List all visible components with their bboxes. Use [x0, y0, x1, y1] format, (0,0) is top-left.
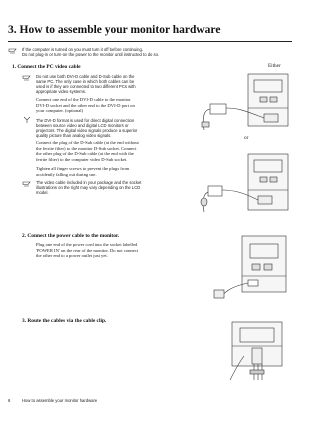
- step1-body-dsub: [36, 140, 186, 162]
- body-line: the ferrite filter) to the monitor D-Sub socket. Connect: [36, 145, 137, 151]
- body-line: DVI-D socket and the other end to the DVI-D port on: [36, 102, 135, 108]
- label-or: or: [244, 135, 249, 141]
- title-rule: [8, 41, 292, 42]
- dvi-cable-illustration: [200, 70, 290, 134]
- step2-body: [36, 242, 186, 259]
- step1-body-screws: [36, 166, 186, 177]
- page-title: 3. How to assemble your monitor hardware: [8, 24, 221, 36]
- page-number: 6: [8, 398, 11, 403]
- note-line: illustrations on the right may vary depending on the LCD: [36, 185, 141, 191]
- dvi-note: [36, 118, 186, 138]
- step2-heading: 2. Connect the power cable to the monitor.: [22, 233, 120, 239]
- note-line: appropriate video systems.: [36, 89, 87, 95]
- page-footer: [8, 398, 97, 403]
- dsub-cable-illustration: [200, 150, 290, 218]
- step3-heading: 3. Route the cables via the cable clip.: [22, 318, 107, 324]
- note-icon: [8, 48, 18, 55]
- body-line: 'POWER IN' on the rear of the monitor. Do not connect: [36, 247, 139, 253]
- note-line: The DVI-D format is used for direct digital connection: [36, 118, 135, 123]
- note-line: The video cable included in your package and the socket: [36, 180, 142, 185]
- body-line: Plug one end of the power cord into the socket labelled: [36, 242, 138, 247]
- body-line: Connect one end of the DVI-D cable to the monitor: [36, 97, 131, 102]
- cable-note: [36, 180, 186, 195]
- body-line: ferrite filter) to the computer video D-Sub socket.: [36, 156, 128, 162]
- cable-clip-illustration: [200, 318, 290, 382]
- body-line: accidently falling out during use.: [36, 171, 97, 177]
- footer-text: How to assemble your monitor hardware: [22, 398, 98, 403]
- note-line: between source video and digital LCD monitors or: [36, 123, 129, 129]
- power-cable-illustration: [200, 232, 290, 302]
- step1-heading: 1. Connect the PC video cable: [12, 64, 81, 70]
- note-icon: [22, 181, 32, 188]
- body-line: your computer. (optional): [36, 108, 84, 114]
- info-icon: [22, 116, 32, 124]
- step1-body-dvi: [36, 97, 186, 114]
- note-line: Do not use both DVI-D cable and D-Sub cable on the: [36, 74, 135, 79]
- body-line: the other plug of the D-Sub cable (at the end with the: [36, 151, 134, 157]
- intro-note-line: Do not plug-in or turn-on the power to the monitor until instructed to do so.: [22, 52, 160, 58]
- step1-note: [36, 74, 186, 94]
- note-line: used is if they are connected to two different PCs with: [36, 84, 136, 90]
- label-either: Either: [268, 63, 281, 69]
- body-line: Tighten all finger screws to prevent the plugs from: [36, 166, 130, 171]
- body-line: Connect the plug of the D-Sub cable (at the end without: [36, 140, 139, 145]
- note-line: projectors. The digital video signals produce a superior: [36, 128, 138, 134]
- intro-note: [22, 47, 222, 57]
- note-line: same PC. The only case in which both cables can be: [36, 79, 135, 85]
- body-line: the other end to a power outlet just yet.: [36, 253, 108, 259]
- note-line: model.: [36, 190, 49, 196]
- note-line: quality picture than analog video signals.: [36, 133, 112, 139]
- note-icon: [22, 75, 32, 82]
- intro-note-line: If the computer is turned on you must turn it off before continuing.: [22, 47, 143, 52]
